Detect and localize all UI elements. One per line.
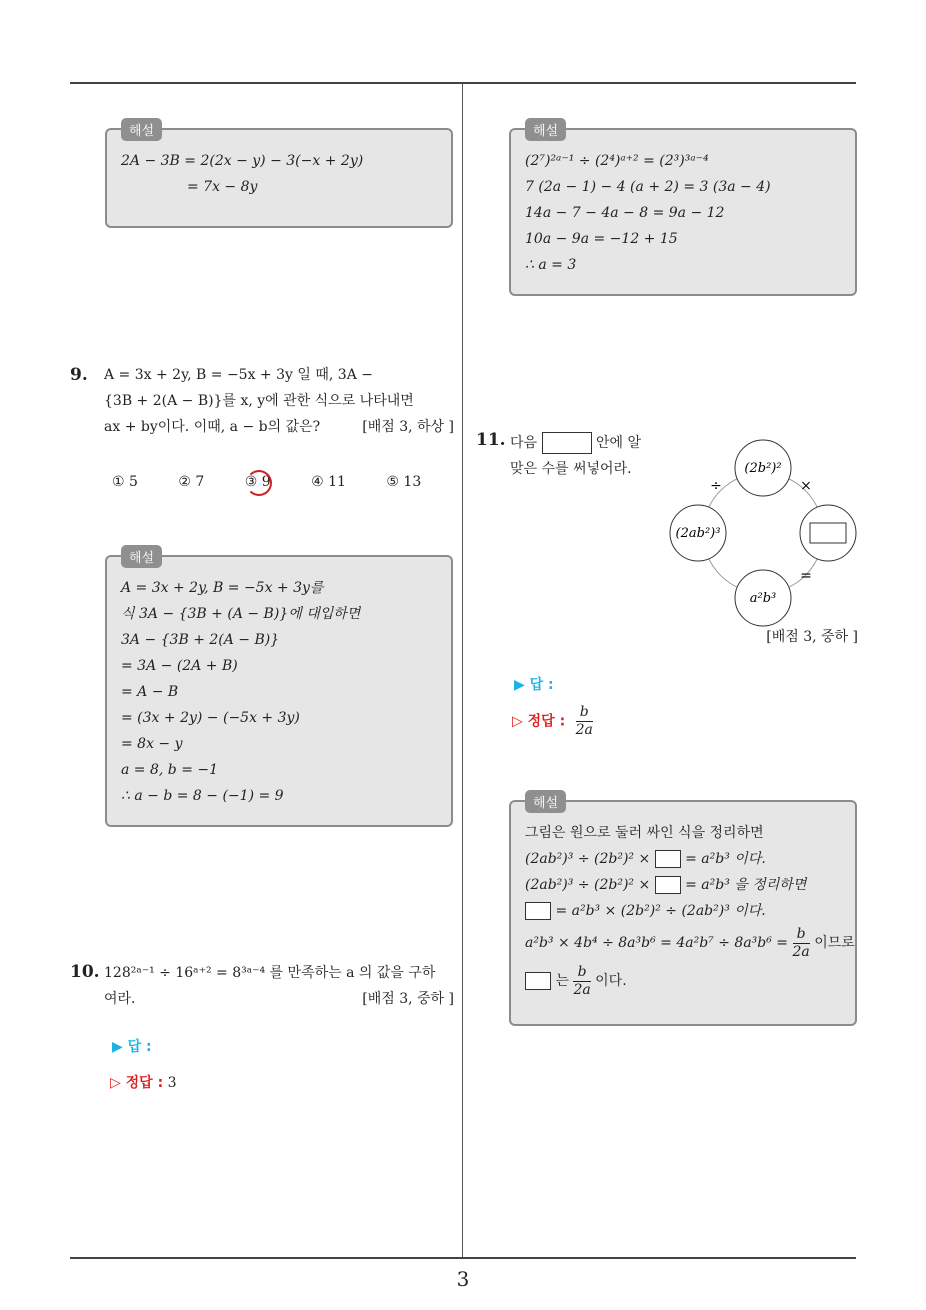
- explanation-fragment: = a²b³ × (2b²)² ÷ (2ab²)³ 이다.: [555, 903, 766, 919]
- explanation-line: a = 8, b = −1: [121, 762, 219, 778]
- explanation-line: 3A − {3B + 2(A − B)}: [121, 632, 280, 648]
- correct-value: 3: [167, 1075, 177, 1091]
- score-label: [배점 3, 하상 ]: [362, 419, 454, 435]
- explanation-fragment: 이다.: [595, 973, 627, 989]
- explanation-fraction: $\frac{b}{2a}$: [573, 963, 591, 998]
- explanation-line: ∴ a = 3: [525, 257, 577, 273]
- explanation-box-9: [105, 551, 453, 827]
- correct-answer: [110, 1072, 177, 1092]
- explanation-fragment: = a²b³ 을 정리하면: [685, 877, 807, 893]
- question-line: 128²ᵃ⁻¹ ÷ 16ᵃ⁺² = 8³ᵃ⁻⁴ 를 만족하는 a 의 값을 구하: [104, 965, 436, 981]
- question-line: {3B + 2(A − B)}를 x, y에 관한 식으로 나타내면: [104, 393, 414, 409]
- explanation-fraction: $\frac{b}{2a}$: [792, 925, 810, 960]
- explanation-fragment: a²b³ × 4b⁴ ÷ 8a³b⁶ = 4a²b⁷ ÷ 8a³b⁶ =: [525, 935, 789, 951]
- question-number: 10.: [70, 962, 100, 982]
- question-number: 9.: [70, 365, 88, 385]
- explanation-line: = (3x + 2y) − (−5x + 3y): [121, 710, 300, 726]
- question-text: [510, 430, 670, 482]
- equals-op: =: [800, 568, 812, 584]
- score-label: [배점 3, 중하 ]: [766, 629, 858, 645]
- choice-1[interactable]: ① 5: [112, 474, 138, 490]
- explanation-blank: [525, 972, 551, 990]
- explanation-box-11: [509, 796, 857, 1026]
- explanation-fragment: 이므로: [814, 935, 855, 951]
- explanation-line: 10a − 9a = −12 + 15: [525, 231, 678, 247]
- circle-diagram: [668, 438, 858, 628]
- question-text: [104, 362, 454, 440]
- top-node-label: (2b²)²: [744, 461, 782, 476]
- explanation-line: ∴ a − b = 8 − (−1) = 9: [121, 788, 284, 804]
- correct-answer: [512, 704, 593, 739]
- explanation-fragment: 는: [555, 973, 569, 989]
- question-number: 11.: [476, 430, 506, 450]
- explanation-line: = 8x − y: [121, 736, 183, 752]
- question-line: A = 3x + 2y, B = −5x + 3y 일 때, 3A −: [104, 367, 373, 383]
- explanation-line: = 7x − 8y: [187, 179, 258, 195]
- question-line: 맞은 수를 써넣어라.: [510, 461, 632, 477]
- explanation-blank: [525, 902, 551, 920]
- answer-label: ▶ 답 :: [112, 1039, 152, 1055]
- top-rule: [70, 82, 856, 84]
- correct-label: ▷ 정답 :: [110, 1075, 164, 1091]
- correct-label: ▷ 정답 :: [512, 713, 566, 730]
- question-text: [104, 960, 454, 1012]
- explanation-fragment: (2ab²)³ ÷ (2b²)² ×: [525, 877, 651, 893]
- choice-4[interactable]: ④ 11: [311, 474, 346, 490]
- question-line: 안에 알: [595, 435, 641, 451]
- answer-label: ▶ 답 :: [514, 677, 554, 693]
- explanation-blank: [655, 876, 681, 894]
- bottom-rule: [70, 1257, 856, 1259]
- explanation-fragment: (2ab²)³ ÷ (2b²)² ×: [525, 851, 651, 867]
- explanation-line: 그림은 원으로 둘러 싸인 식을 정리하면: [525, 825, 764, 841]
- choice-5[interactable]: ⑤ 13: [386, 474, 422, 490]
- choice-2[interactable]: ② 7: [178, 474, 205, 490]
- explanation-tag: 해설: [525, 790, 566, 813]
- explanation-line: 14a − 7 − 4a − 8 = 9a − 12: [525, 205, 725, 221]
- left-node-label: (2ab²)³: [675, 526, 721, 541]
- explanation-tag: 해설: [121, 118, 162, 141]
- bottom-node-label: a²b³: [749, 591, 777, 606]
- question-line: 다음: [510, 435, 538, 451]
- explanation-tag: 해설: [525, 118, 566, 141]
- explanation-line: = 3A − (2A + B): [121, 658, 238, 674]
- multiply-op: ×: [800, 478, 812, 494]
- explanation-box-8: [105, 124, 453, 228]
- answer-blank: [542, 432, 592, 454]
- explanation-tag: 해설: [121, 545, 162, 568]
- answer-choices: [112, 474, 457, 490]
- explanation-box-10: [509, 124, 857, 296]
- question-line: ax + by이다. 이때, a − b의 값은?: [104, 419, 321, 435]
- divide-op: ÷: [710, 478, 722, 494]
- explanation-line: A = 3x + 2y, B = −5x + 3y를: [121, 580, 324, 596]
- explanation-line: 식 3A − {3B + (A − B)}에 대입하면: [121, 606, 361, 622]
- score-label: [배점 3, 중하 ]: [362, 991, 454, 1007]
- explanation-line: 2A − 3B = 2(2x − y) − 3(−x + 2y): [121, 153, 364, 169]
- selected-answer-mark: [246, 470, 272, 496]
- explanation-line: = A − B: [121, 684, 179, 700]
- choice-3[interactable]: ③ 9: [244, 474, 271, 490]
- explanation-blank: [655, 850, 681, 868]
- explanation-fragment: = a²b³ 이다.: [685, 851, 766, 867]
- explanation-line: (2⁷)²ᵃ⁻¹ ÷ (2⁴)ᵃ⁺² = (2³)³ᵃ⁻⁴: [525, 153, 709, 169]
- explanation-line: 7 (2a − 1) − 4 (a + 2) = 3 (3a − 4): [525, 179, 771, 195]
- page-number: 3: [456, 1267, 470, 1291]
- diagram-blank: [810, 523, 846, 543]
- correct-fraction: $\frac{b}{2a}$: [575, 704, 593, 738]
- question-line: 여라.: [104, 991, 136, 1007]
- column-divider: [462, 84, 463, 1257]
